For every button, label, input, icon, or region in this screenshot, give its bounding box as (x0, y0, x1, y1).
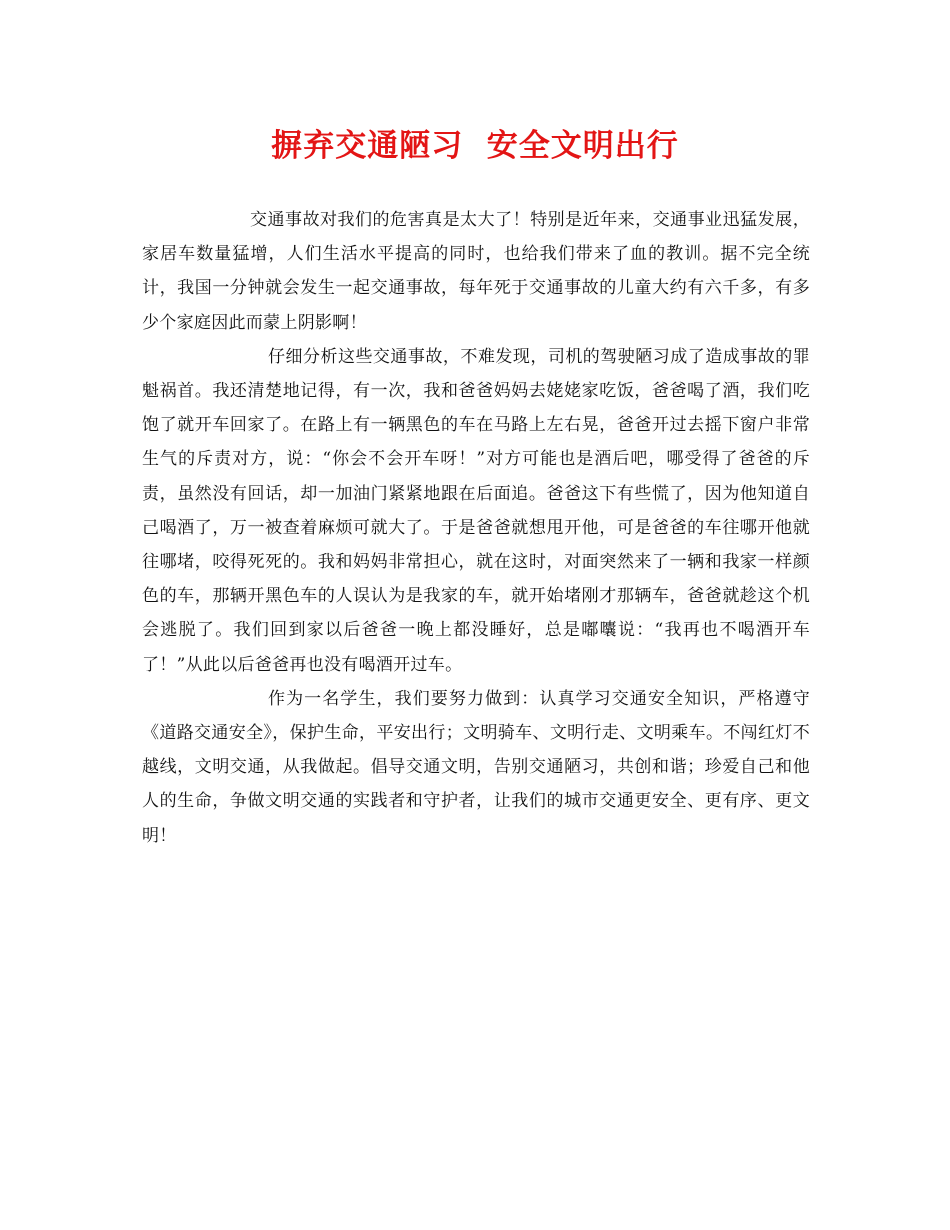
document-title: 摒弃交通陋习 安全文明出行 (271, 128, 679, 164)
document-body (142, 203, 810, 853)
paragraph-2: 仔细分析这些交通事故，不难发现，司机的驾驶陋习成了造成事故的罪魁祸首。我还清楚地记得，有一次，我和爸爸妈妈去姥姥家吃饭，爸爸喝了酒，我们吃饱了就开车回家了。在路上有一辆黑色的车在马路上左右晃，爸爸开过去摇下窗户非常生气的斥责对方，说：“你会不会开车呀！”对方可能也是酒后吧，哪受得了爸爸的斥责，虽然没有回话，却一加油门紧紧地跟在后面追。爸爸这下有些慌了，因为他知道自己喝酒了，万一被查着麻烦可就大了。于是爸爸就想甩开他，可是爸爸的车往哪开他就往哪堵，咬得死死的。我和妈妈非常担心，就在这时，对面突然来了一辆和我家一样颜色的车，那辆开黑色车的人误认为是我家的车，就开始堵刚才那辆车，爸爸就趁这个机会逃脱了。我们回到家以后爸爸一晚上都没睡好，总是嘟囔说：“我再也不喝酒开车了！”从此以后爸爸再也没有喝酒开过车。 (142, 346, 810, 675)
paragraph-3: 作为一名学生，我们要努力做到：认真学习交通安全知识，严格遵守《道路交通安全》，保护生命，平安出行；文明骑车、文明行走、文明乘车。不闯红灯不越线，文明交通，从我做起。倡导交通文明，告别交通陋习，共创和谐；珍爱自己和他人的生命，争做文明交通的实践者和守护者，让我们的城市交通更安全、更有序、更文明！ (142, 688, 810, 846)
paragraph-1: 交通事故对我们的危害真是太大了！特别是近年来，交通事业迅猛发展，家居车数量猛增，人们生活水平提高的同时，也给我们带来了血的教训。据不完全统计，我国一分钟就会发生一起交通事故，每年死于交通事故的儿童大约有六千多，有多少个家庭因此而蒙上阴影啊！ (142, 210, 810, 333)
